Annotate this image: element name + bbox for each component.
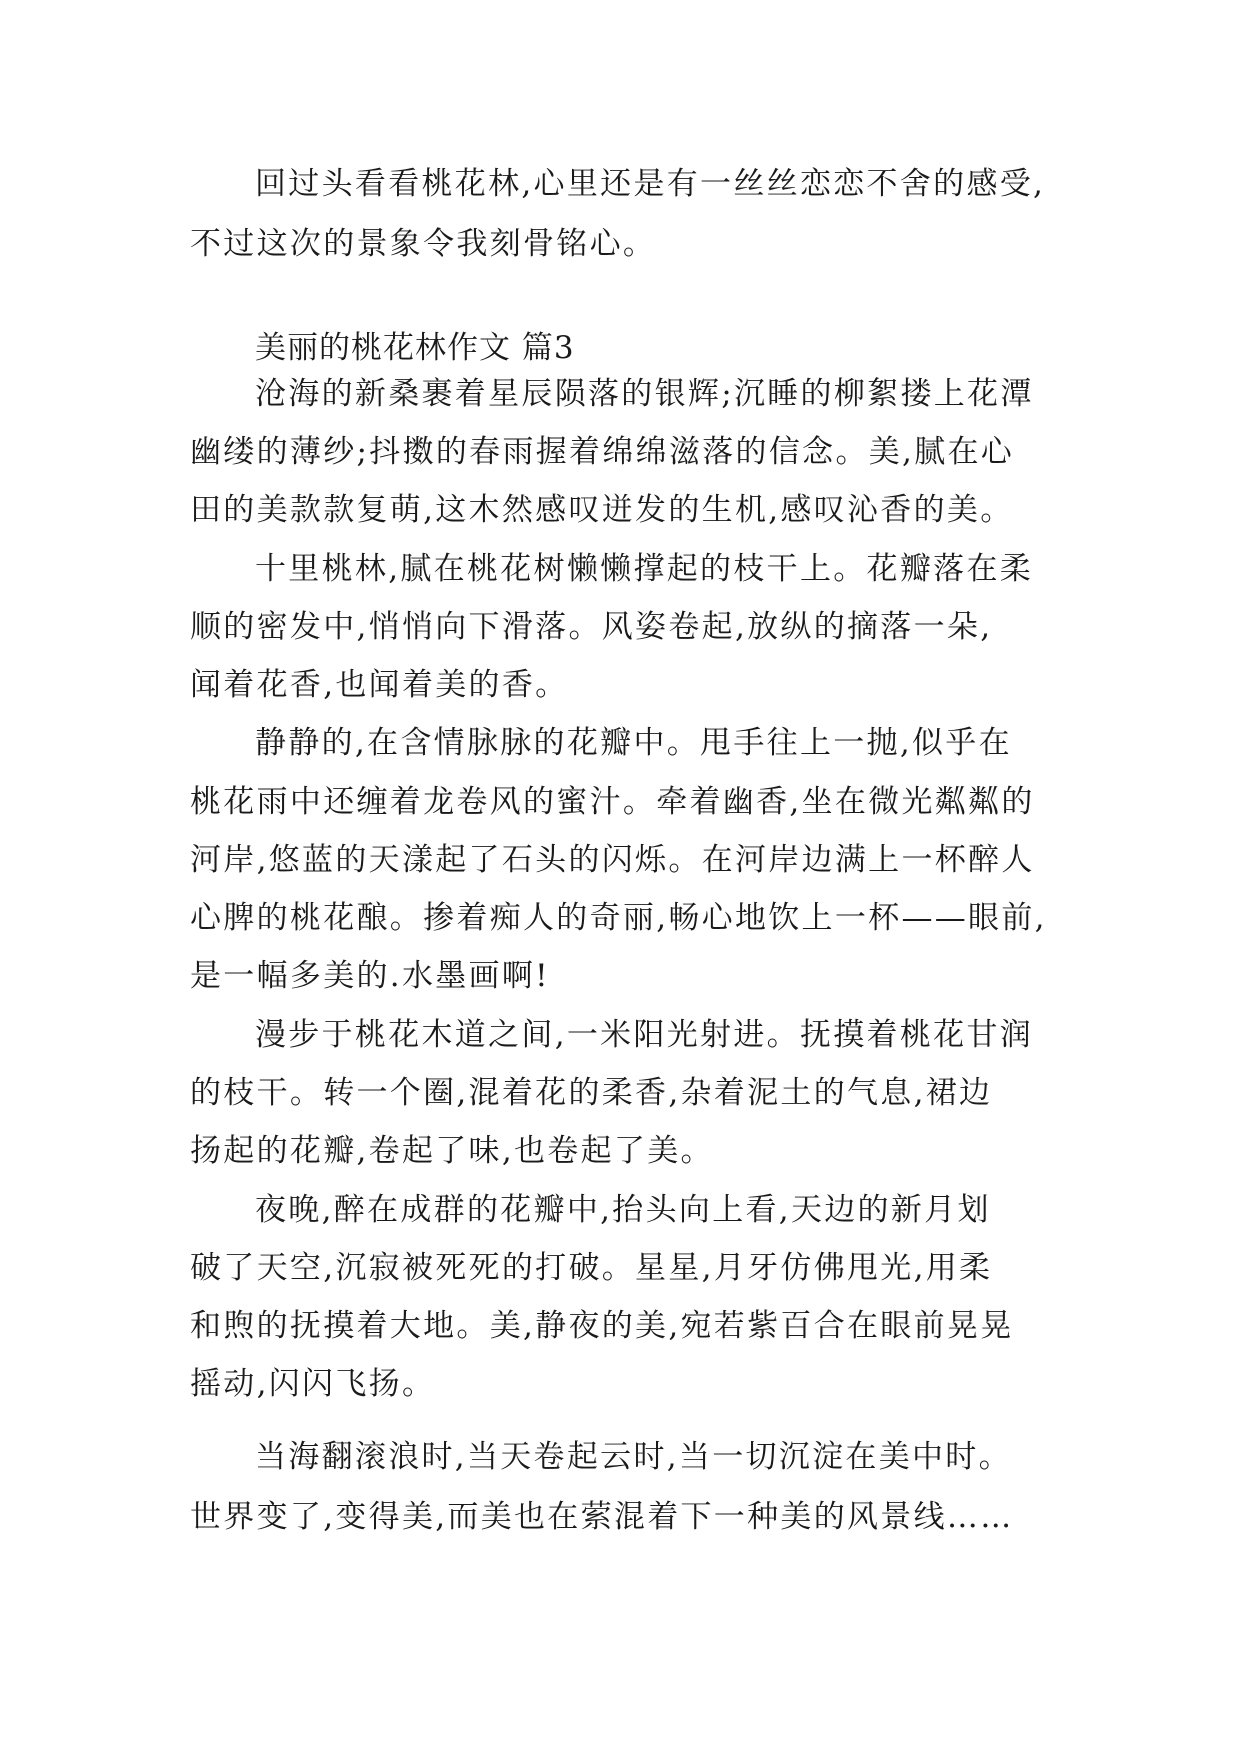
paragraph-line: 当海翻滚浪时,当天卷起云时,当一切沉淀在美中时。 [255,1439,1012,1475]
intro-line-1: 回过头看看桃花林,心里还是有一丝丝恋恋不舍的感受, [255,166,1046,202]
paragraph-line: 是一幅多美的.水墨画啊! [190,958,550,994]
paragraph-line: 桃花雨中还缠着龙卷风的蜜汁。牵着幽香,坐在微光粼粼的 [190,784,1035,820]
paragraph-line: 闻着花香,也闻着美的香。 [190,667,569,703]
paragraph-line: 幽缕的薄纱;抖擞的春雨握着绵绵滋落的信念。美,腻在心 [190,434,1015,470]
section-title: 美丽的桃花林作文 篇3 [255,330,575,366]
intro-line-2: 不过这次的景象令我刻骨铭心。 [190,226,657,262]
paragraph-line: 静静的,在含情脉脉的花瓣中。甩手往上一抛,似乎在 [255,725,1012,761]
paragraph-line: 顺的密发中,悄悄向下滑落。风姿卷起,放纵的摘落一朵, [190,609,993,645]
paragraph-line: 河岸,悠蓝的天漾起了石头的闪烁。在河岸边满上一杯醉人 [190,842,1035,878]
paragraph-line: 和煦的抚摸着大地。美,静夜的美,宛若紫百合在眼前晃晃 [190,1308,1014,1344]
paragraph-line: 心脾的桃花酿。掺着痴人的奇丽,畅心地饮上一杯——眼前, [190,900,1047,936]
paragraph-line: 沧海的新桑裹着星辰陨落的银辉;沉睡的柳絮搂上花潭 [255,376,1034,412]
paragraph-line: 十里桃林,腻在桃花树懒懒撑起的枝干上。花瓣落在柔 [255,551,1034,587]
paragraph-line: 摇动,闪闪飞扬。 [190,1366,436,1402]
paragraph-line: 破了天空,沉寂被死死的打破。星星,月牙仿佛甩光,用柔 [190,1250,993,1286]
paragraph-line: 世界变了,变得美,而美也在萦混着下一种美的风景线…… [190,1499,1014,1535]
paragraph-line: 夜晚,醉在成群的花瓣中,抬头向上看,天边的新月划 [255,1192,991,1228]
paragraph-line: 田的美款款复萌,这木然感叹迸发的生机,感叹沁香的美。 [190,492,1014,528]
paragraph-line: 的枝干。转一个圈,混着花的柔香,杂着泥土的气息,裙边 [190,1075,993,1111]
paragraph-line: 漫步于桃花木道之间,一米阳光射进。抚摸着桃花甘润 [255,1017,1034,1053]
paragraph-line: 扬起的花瓣,卷起了味,也卷起了美。 [190,1133,714,1169]
